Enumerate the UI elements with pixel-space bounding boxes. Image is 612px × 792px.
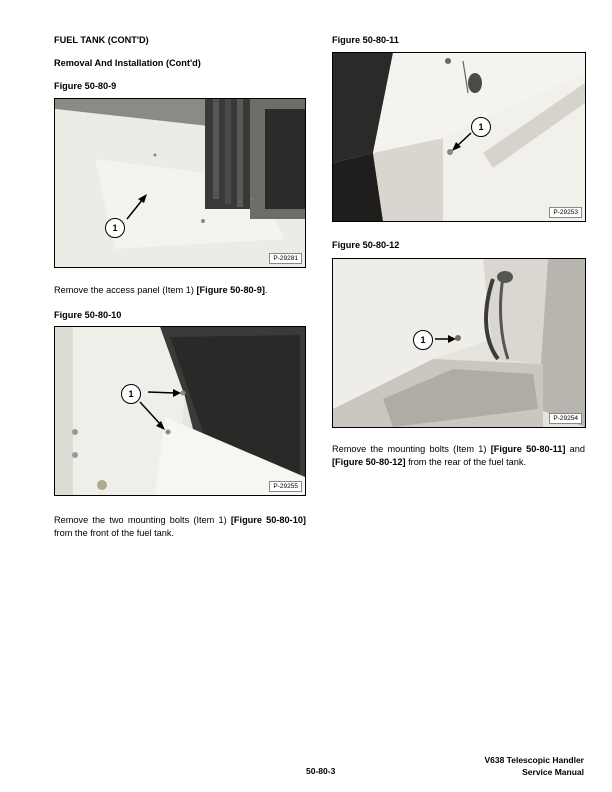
- figure-11-callout: 1: [471, 117, 491, 137]
- figure-10-label: Figure 50-80-10: [54, 310, 122, 320]
- paragraph-access-panel: Remove the access panel (Item 1) [Figure 50-80-9].: [54, 285, 268, 295]
- figure-10-callout: 1: [121, 384, 141, 404]
- page-number: 50-80-3: [306, 766, 336, 776]
- figure-12-callout: 1: [413, 330, 433, 350]
- figure-11-photo: [332, 52, 586, 222]
- figure-12-label: Figure 50-80-12: [332, 240, 400, 250]
- footer-manual: Service Manual: [522, 767, 584, 777]
- figure-10-photo: [54, 326, 306, 496]
- figure-11-label: Figure 50-80-11: [332, 35, 399, 45]
- paragraph-rear-bolts: Remove the mounting bolts (Item 1) [Figure 50-80-11] and [Figure 50-80-12] from the rear of the fuel tank.: [332, 444, 585, 467]
- figure-12-part-number: P-29254: [549, 413, 582, 424]
- figure-9-part-number: P-29281: [269, 253, 302, 264]
- subsection-title: Removal And Installation (Cont'd): [54, 58, 201, 68]
- footer-product: V638 Telescopic Handler: [484, 755, 584, 765]
- paragraph-front-bolts: Remove the two mounting bolts (Item 1) [Figure 50-80-10] from the front of the fuel tank.: [54, 515, 306, 538]
- figure-9-callout: 1: [105, 218, 125, 238]
- figure-9-reference: [Figure 50-80-9]: [196, 285, 265, 295]
- figure-9-photo: [54, 98, 306, 268]
- footer-product-info: [484, 754, 584, 778]
- figure-11-part-number: P-29253: [549, 207, 582, 218]
- figure-9-label: Figure 50-80-9: [54, 81, 117, 91]
- section-title: FUEL TANK (CONT'D): [54, 35, 149, 45]
- figure-11-reference: [Figure 50-80-11]: [490, 444, 566, 454]
- figure-10-part-number: P-29255: [269, 481, 302, 492]
- figure-12-photo: [332, 258, 586, 428]
- figure-12-reference: [Figure 50-80-12]: [332, 456, 406, 467]
- figure-10-reference: [Figure 50-80-10]: [230, 515, 306, 525]
